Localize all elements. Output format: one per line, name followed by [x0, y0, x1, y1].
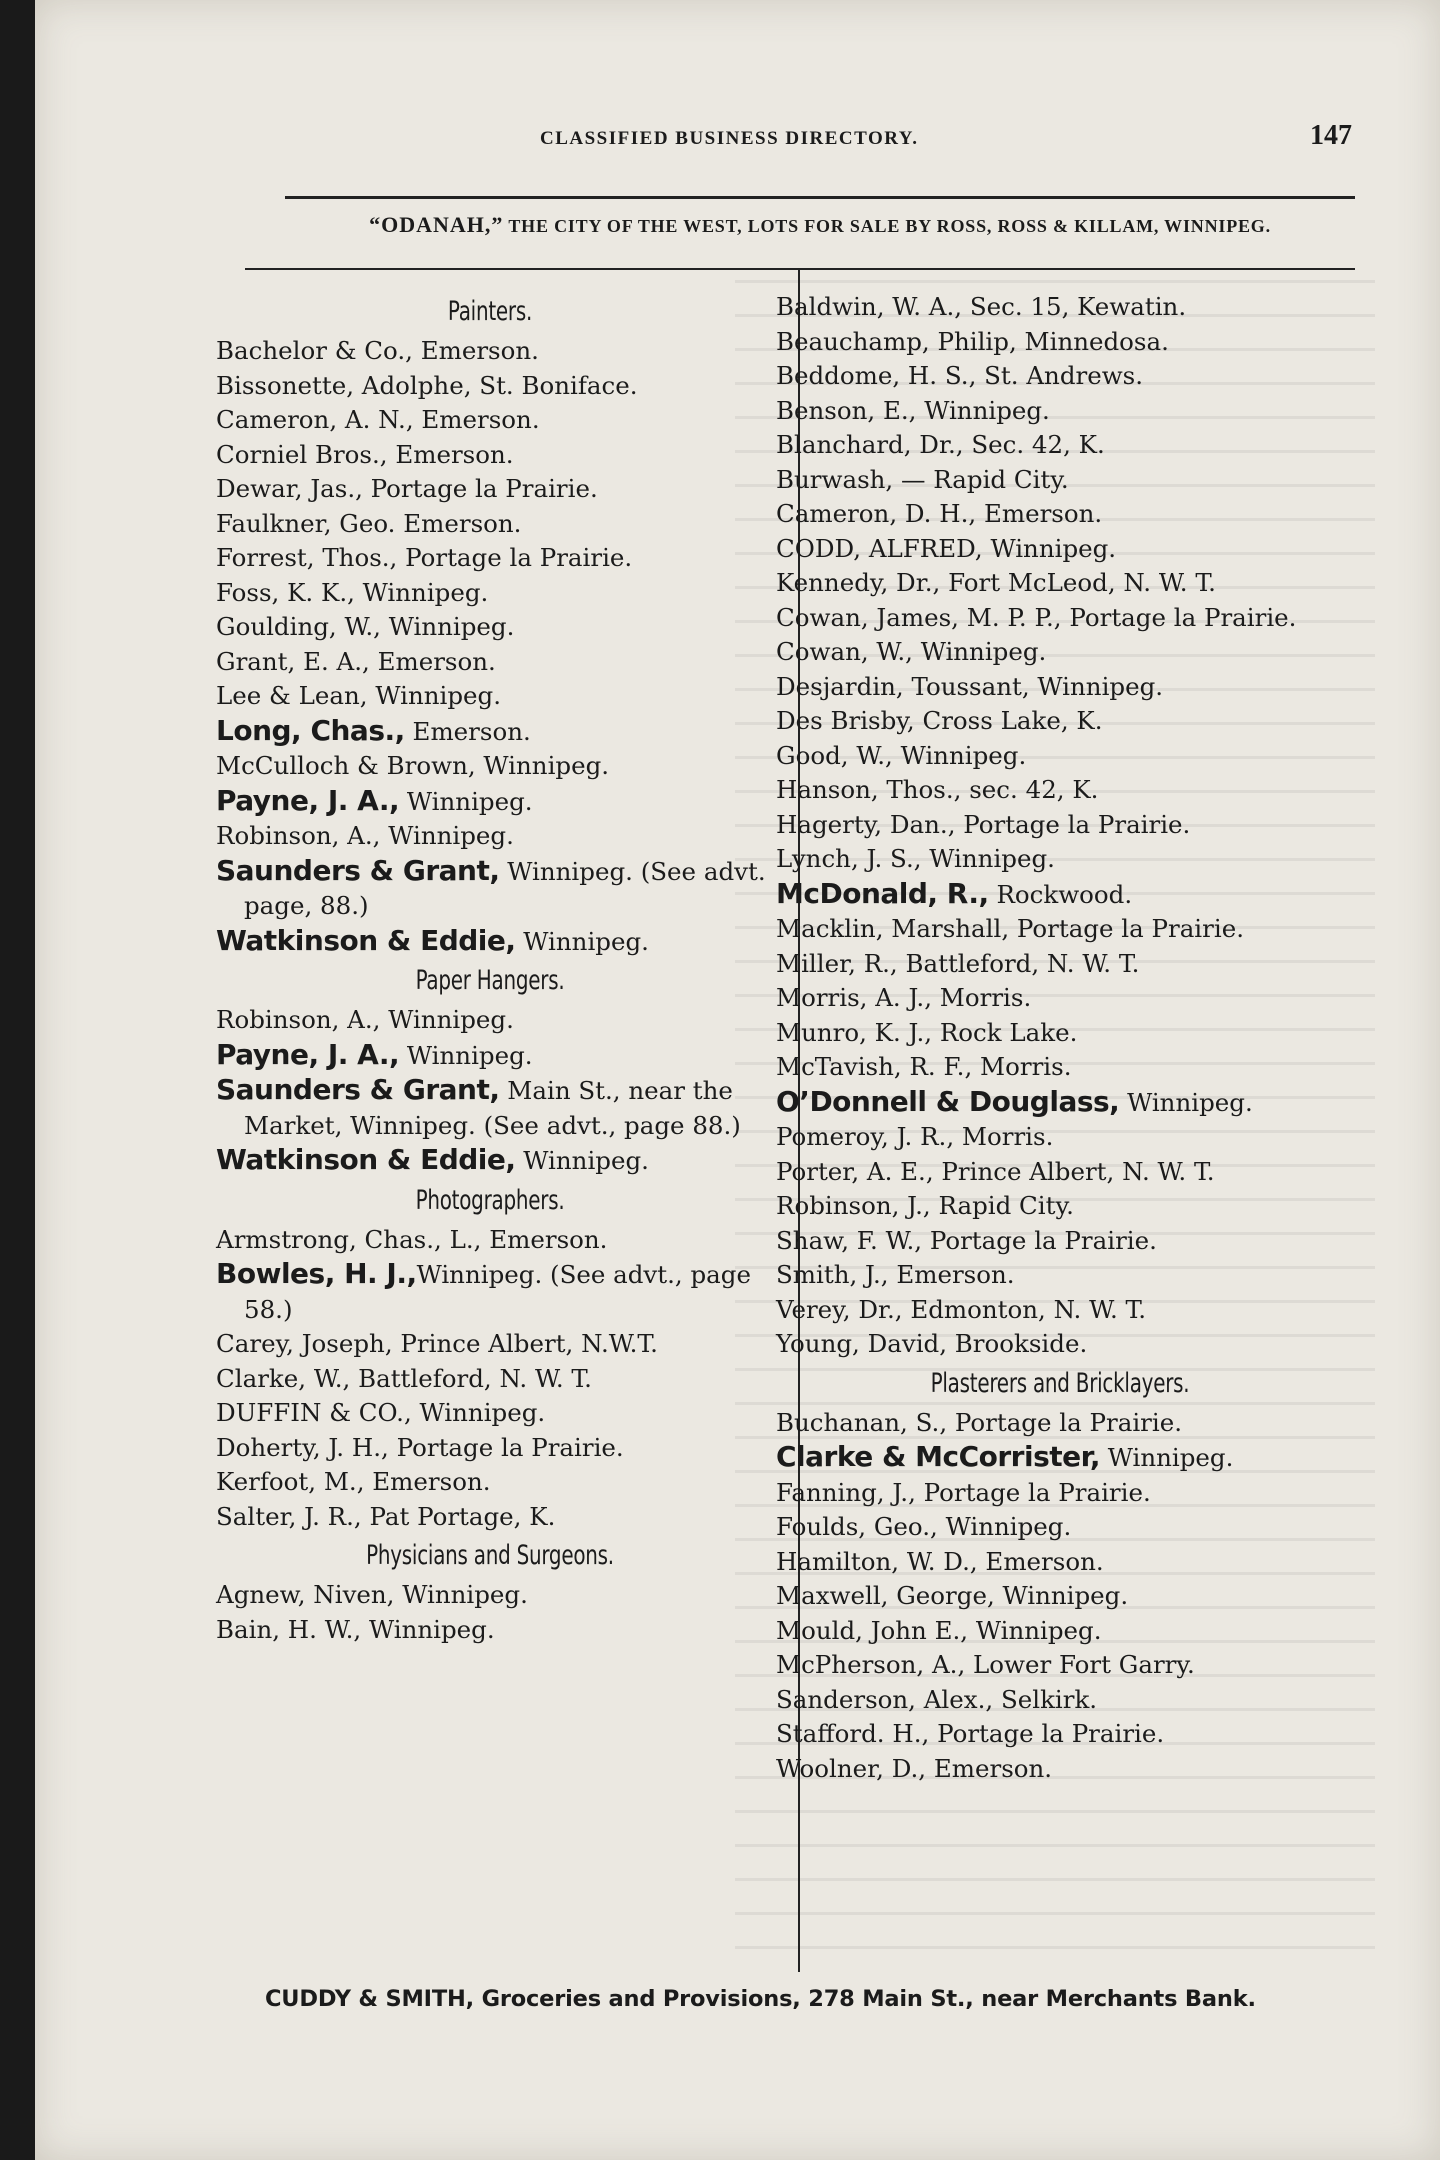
directory-page: [35, 0, 1440, 2160]
directory-entry: Dewar, Jas., Portage la Prairie.: [216, 474, 598, 503]
directory-entry: Lynch, J. S., Winnipeg.: [776, 844, 1055, 873]
directory-entry: Maxwell, George, Winnipeg.: [776, 1581, 1129, 1610]
directory-entry: Beauchamp, Philip, Minnedosa.: [776, 326, 1169, 356]
directory-entry: Blanchard, Dr., Sec. 42, K.: [776, 430, 1105, 459]
directory-entry: [760, 1085, 1360, 1121]
directory-entry: Baldwin, W. A., Sec. 15, Kewatin.: [776, 292, 1187, 321]
directory-entry: [200, 1038, 780, 1074]
directory-entry: [200, 714, 780, 750]
directory-entry: DUFFIN & CO., Winnipeg.: [216, 1398, 546, 1427]
plasterers-list: [760, 1406, 1360, 1787]
directory-entry: Robinson, A., Winnipeg.: [216, 1005, 514, 1034]
physicians-list: [200, 1578, 780, 1647]
footer-advert: CUDDY & SMITH, Groceries and Provisions, 278 Main St., near Merchants Bank.: [265, 1986, 1256, 2012]
directory-entry: Cowan, W., Winnipeg.: [776, 637, 1047, 666]
directory-entry: Buchanan, S., Portage la Prairie.: [776, 1407, 1182, 1437]
directory-entry: Foss, K. K., Winnipeg.: [216, 577, 489, 607]
directory-entry: Hanson, Thos., sec. 42, K.: [776, 775, 1099, 804]
entry-text: Emerson.: [404, 716, 531, 746]
entry-text: Winnipeg.: [1119, 1087, 1253, 1117]
top-rule: [285, 196, 1355, 199]
entry-bold-name: Watkinson & Eddie,: [216, 1143, 516, 1176]
directory-entry: Foulds, Geo., Winnipeg.: [776, 1512, 1072, 1541]
directory-entry: Des Brisby, Cross Lake, K.: [776, 706, 1103, 735]
directory-entry: Salter, J. R., Pat Portage, K.: [216, 1501, 556, 1531]
directory-entry: McCulloch & Brown, Winnipeg.: [216, 751, 610, 780]
page-title: CLASSIFIED BUSINESS DIRECTORY.: [540, 128, 919, 149]
directory-entry: Fanning, J., Portage la Prairie.: [776, 1477, 1151, 1507]
entry-bold-name: Bowles, H. J.,: [216, 1257, 417, 1290]
directory-entry: Miller, R., Battleford, N. W. T.: [776, 948, 1140, 978]
entry-text: Winnipeg.: [515, 1146, 649, 1175]
directory-entry: Cameron, A. N., Emerson.: [216, 405, 540, 434]
right-column: [760, 290, 1360, 1786]
directory-entry: McTavish, R. F., Morris.: [776, 1052, 1072, 1081]
entry-bold-name: McDonald, R.,: [776, 876, 989, 910]
entry-text: Winnipeg.: [515, 926, 649, 956]
directory-entry: [200, 1257, 780, 1327]
directory-entry: Armstrong, Chas., L., Emerson.: [216, 1224, 608, 1254]
left-column: [200, 290, 780, 1647]
directory-entry: [760, 877, 1360, 913]
paper-hangers-list: [200, 1003, 780, 1179]
directory-entry: Goulding, W., Winnipeg.: [216, 612, 515, 641]
entry-bold-name: Saunders & Grant,: [216, 1073, 500, 1106]
directory-entry: Pomeroy, J. R., Morris.: [776, 1122, 1054, 1151]
directory-entry: Hamilton, W. D., Emerson.: [776, 1546, 1104, 1576]
entry-bold-name: O’Donnell & Douglass,: [776, 1084, 1120, 1118]
directory-entry: Morris, A. J., Morris.: [776, 983, 1032, 1012]
directory-entry: Bachelor & Co., Emerson.: [216, 336, 539, 365]
directory-entry: Carey, Joseph, Prince Albert, N.W.T.: [216, 1329, 658, 1358]
entry-text: Winnipeg.: [399, 786, 533, 816]
directory-entry: [200, 1143, 780, 1179]
directory-entry: Clarke, W., Battleford, N. W. T.: [216, 1363, 592, 1393]
entry-text: Winnipeg.: [1099, 1443, 1234, 1472]
directory-entry: McPherson, A., Lower Fort Garry.: [776, 1650, 1195, 1679]
directory-entry: Kennedy, Dr., Fort McLeod, N. W. T.: [776, 568, 1216, 597]
entry-bold-name: Watkinson & Eddie,: [216, 923, 516, 957]
page-number: 147: [1310, 120, 1352, 151]
directory-entry: Bain, H. W., Winnipeg.: [216, 1614, 495, 1644]
directory-entry: Benson, E., Winnipeg.: [776, 395, 1050, 425]
directory-entry: CODD, ALFRED, Winnipeg.: [776, 533, 1117, 563]
directory-entry: Faulkner, Geo. Emerson.: [216, 508, 522, 538]
directory-entry: Robinson, J., Rapid City.: [776, 1191, 1074, 1220]
photographers-list: [200, 1223, 780, 1535]
section-heading-plasterers: Plasterers and Bricklayers.: [930, 1367, 1190, 1399]
directory-entry: Forrest, Thos., Portage la Prairie.: [216, 543, 633, 572]
directory-entry: Bissonette, Adolphe, St. Boniface.: [216, 370, 638, 400]
directory-entry: Stafford. H., Portage la Prairie.: [776, 1719, 1165, 1748]
directory-entry: Woolner, D., Emerson.: [776, 1753, 1053, 1783]
directory-entry: [200, 854, 780, 924]
directory-entry: [200, 924, 780, 960]
section-heading-photographers: Photographers.: [415, 1184, 565, 1216]
directory-entry: Doherty, J. H., Portage la Prairie.: [216, 1432, 624, 1462]
directory-entry: Porter, A. E., Prince Albert, N. W. T.: [776, 1156, 1215, 1186]
directory-entry: Hagerty, Dan., Portage la Prairie.: [776, 809, 1191, 839]
banner-rule: [245, 268, 1355, 270]
directory-entry: Lee & Lean, Winnipeg.: [216, 681, 502, 710]
directory-entry: Cameron, D. H., Emerson.: [776, 499, 1103, 528]
directory-entry: Sanderson, Alex., Selkirk.: [776, 1684, 1098, 1714]
entry-bold-name: Long, Chas.,: [216, 713, 405, 747]
directory-entry: Munro, K. J., Rock Lake.: [776, 1017, 1078, 1047]
directory-entry: Kerfoot, M., Emerson.: [216, 1467, 491, 1496]
painters-list: [200, 334, 780, 959]
directory-entry: [200, 784, 780, 820]
entry-text: Winnipeg.: [399, 1040, 533, 1070]
directory-entry: Cowan, James, M. P. P., Portage la Prairie.: [776, 602, 1297, 632]
directory-entry: Grant, E. A., Emerson.: [216, 646, 496, 676]
banner-text: THE CITY OF THE WEST, LOTS FOR SALE BY ROSS, ROSS & KILLAM, WINNIPEG.: [508, 216, 1271, 236]
entry-bold-name: Payne, J. A.,: [216, 783, 400, 817]
entry-text: Rockwood.: [988, 879, 1133, 909]
entry-bold-name: Payne, J. A.,: [216, 1037, 400, 1071]
entry-bold-name: Saunders & Grant,: [216, 853, 500, 887]
entry-bold-name: Clarke & McCorrister,: [776, 1440, 1100, 1473]
section-heading-painters: Painters.: [447, 296, 533, 327]
directory-entry: Agnew, Niven, Winnipeg.: [216, 1580, 528, 1609]
banner-city: “ODANAH,”: [369, 212, 504, 237]
directory-entry: Good, W., Winnipeg.: [776, 740, 1027, 770]
directory-entry: Young, David, Brookside.: [776, 1329, 1088, 1358]
directory-entry: Desjardin, Toussant, Winnipeg.: [776, 671, 1164, 701]
entry-text: Main St., near the Market, Winnipeg. (See advt., page 88.): [244, 1076, 741, 1140]
directory-entry: Shaw, F. W., Portage la Prairie.: [776, 1225, 1157, 1255]
directory-entry: Macklin, Marshall, Portage la Prairie.: [776, 914, 1244, 943]
directory-entry: Beddome, H. S., St. Andrews.: [776, 361, 1144, 390]
entry-text: Winnipeg. (See advt., page 58.): [244, 1260, 751, 1324]
directory-entry: [760, 1440, 1360, 1476]
section-heading-physicians: Physicians and Surgeons.: [366, 1540, 614, 1571]
entry-text: Winnipeg. (See advt. page, 88.): [244, 856, 766, 920]
directory-entry: Corniel Bros., Emerson.: [216, 439, 514, 469]
running-head: [35, 120, 1440, 166]
advert-banner: [285, 212, 1355, 238]
directory-entry: Mould, John E., Winnipeg.: [776, 1615, 1102, 1645]
directory-entry: Burwash, — Rapid City.: [776, 464, 1069, 494]
directory-entry: Robinson, A., Winnipeg.: [216, 821, 514, 850]
section-heading-paper-hangers: Paper Hangers.: [415, 965, 565, 996]
directory-entry: [200, 1073, 780, 1143]
directory-entry: Verey, Dr., Edmonton, N. W. T.: [776, 1294, 1147, 1324]
physicians-continued-list: [760, 290, 1360, 1362]
directory-entry: Smith, J., Emerson.: [776, 1260, 1015, 1289]
